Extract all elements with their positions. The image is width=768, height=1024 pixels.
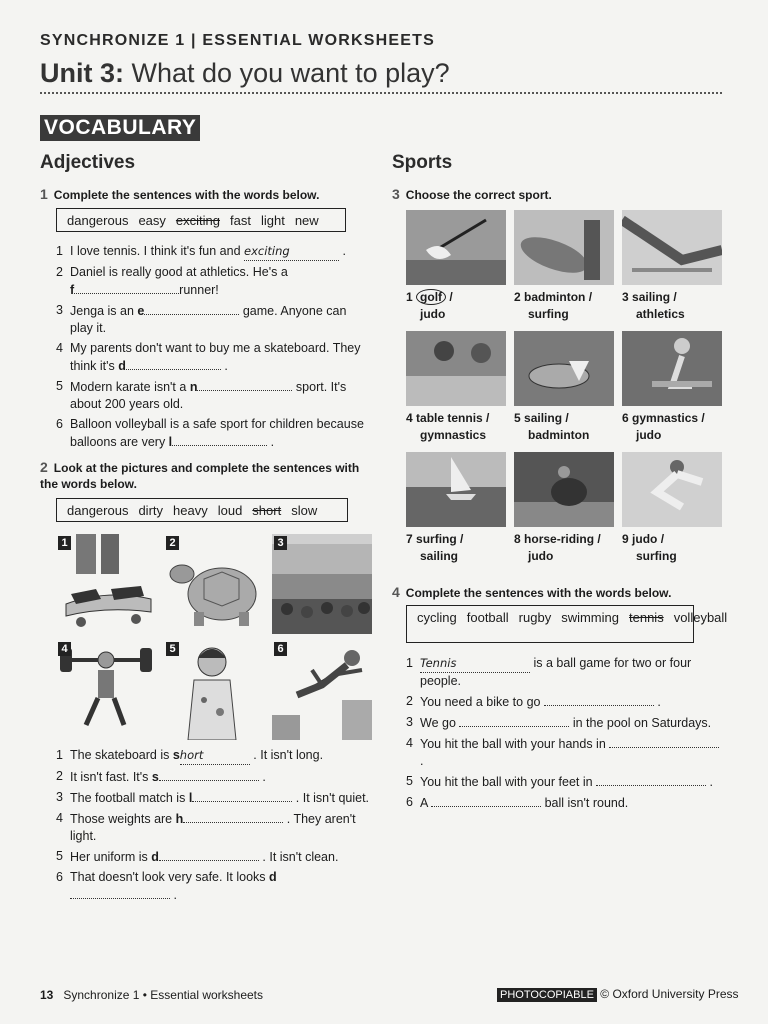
- answer-blank[interactable]: [183, 810, 283, 823]
- sentence-text: Those weights are: [70, 812, 176, 826]
- sport-image: [622, 331, 722, 406]
- footer-left: [40, 988, 263, 1002]
- sentence-text: Her uniform is: [70, 850, 152, 864]
- first-letter: s: [151, 770, 159, 784]
- choice-option-a[interactable]: golf: [416, 289, 446, 305]
- sport-picture-5: [514, 331, 614, 406]
- girl-image: [164, 640, 264, 740]
- sport-picture-4: [406, 331, 506, 406]
- copyright: © Oxford University Press: [600, 987, 739, 1001]
- picture-5-girl-uniform: [164, 640, 264, 740]
- sport-choice-9: 9 judo / surfing: [622, 532, 677, 563]
- ex4-sentences: [406, 655, 726, 815]
- ex1-instruction: 1 Complete the sentences with the words below.: [40, 186, 320, 202]
- sentence-item: [56, 848, 376, 866]
- item-number: 1: [56, 244, 63, 258]
- ex1-word-box: [56, 208, 346, 232]
- item-number: 4: [406, 736, 413, 750]
- choice-option-a[interactable]: table tennis: [416, 411, 483, 425]
- picture-3-stadium: [272, 534, 372, 634]
- word-option: new: [294, 213, 319, 228]
- sport-image: [622, 452, 722, 527]
- sentence-text: .: [339, 244, 346, 258]
- sport-choice-3: 3 sailing / athletics: [622, 290, 685, 321]
- answer-blank[interactable]: [159, 768, 259, 781]
- sentence-item: [56, 264, 371, 299]
- picture-number: 6: [274, 642, 287, 656]
- sentence-text: . They aren't: [283, 812, 356, 826]
- choice-number: 9: [622, 532, 629, 546]
- sentence-text: runner!: [179, 283, 219, 297]
- ex2-instruction: 2 Look at the pictures and complete the sentences with the words below.: [40, 459, 360, 491]
- first-letter: l: [188, 791, 193, 805]
- choice-option-a[interactable]: horse-riding: [524, 532, 595, 546]
- sentence-item: [406, 655, 726, 690]
- jumping-man-image: [272, 640, 372, 740]
- filled-answer: hort: [180, 747, 250, 765]
- first-letter: l: [168, 435, 173, 449]
- ex4-instruction: 4 Complete the sentences with the words below.: [392, 584, 672, 600]
- choice-option-b[interactable]: athletics: [636, 307, 685, 321]
- ex2-sentences: [56, 747, 376, 907]
- choice-option-a[interactable]: surfing: [416, 532, 457, 546]
- skateboard-image: [56, 534, 156, 634]
- photocopiable-badge: PHOTOCOPIABLE: [497, 988, 597, 1002]
- first-letter: d: [151, 850, 159, 864]
- sentence-item: [56, 243, 371, 261]
- sport-choice-8: 8 horse-riding / judo: [514, 532, 601, 563]
- choice-option-b[interactable]: judo: [636, 428, 662, 442]
- answer-blank[interactable]: [431, 794, 541, 807]
- sentence-item: [56, 416, 371, 451]
- answer-blank[interactable]: [596, 773, 706, 786]
- sentence-text: Modern karate isn't a: [70, 380, 190, 394]
- picture-number: 1: [58, 536, 71, 550]
- word-option: light: [260, 213, 285, 228]
- sport-picture-3: [622, 210, 722, 285]
- filled-answer: exciting: [244, 243, 339, 261]
- sentence-item: [406, 693, 726, 711]
- ex2-word-box: [56, 498, 348, 522]
- sentence-text: You hit the ball with your feet in: [420, 775, 597, 789]
- sport-image: [406, 210, 506, 285]
- sentence-text: ball isn't round.: [541, 796, 629, 810]
- choice-option-b[interactable]: surfing: [636, 549, 677, 563]
- sentence-text: .: [706, 775, 713, 789]
- answer-blank[interactable]: [609, 735, 719, 748]
- word-option: dangerous: [67, 503, 129, 518]
- picture-2-tortoise: [164, 534, 264, 634]
- choice-number: 6: [622, 411, 629, 425]
- sentence-text: The football match is: [70, 791, 189, 805]
- answer-blank[interactable]: [197, 378, 292, 391]
- sentence-text: .: [170, 888, 177, 902]
- answer-blank[interactable]: [126, 357, 221, 370]
- sentence-text: We go: [420, 716, 460, 730]
- item-number: 4: [56, 811, 63, 825]
- sentence-text: about 200 years old.: [70, 397, 184, 411]
- answer-blank[interactable]: [74, 281, 179, 294]
- choice-option-a[interactable]: sailing: [632, 290, 671, 304]
- sentence-text: . It isn't quiet.: [292, 791, 370, 805]
- item-number: 6: [406, 795, 413, 809]
- sentence-text: .: [258, 770, 266, 784]
- sentence-text: think it's: [70, 359, 119, 373]
- unit-label: Unit 3:: [40, 58, 124, 88]
- choice-number: 1: [406, 290, 413, 304]
- item-number: 6: [56, 870, 63, 884]
- item-number: 5: [56, 379, 63, 393]
- sentence-item: [56, 810, 376, 845]
- sport-picture-8: [514, 452, 614, 527]
- sport-image: [514, 210, 614, 285]
- sentence-text: . It isn't clean.: [258, 850, 339, 864]
- first-letter: d: [118, 359, 126, 373]
- sentence-item: [56, 302, 371, 337]
- series-title: SYNCHRONIZE 1 | ESSENTIAL WORKSHEETS: [40, 32, 435, 49]
- sentence-item: [406, 773, 726, 791]
- word-option: rugby: [518, 610, 552, 625]
- choice-option-b[interactable]: sailing: [420, 549, 459, 563]
- ex4-word-box: [406, 605, 728, 643]
- item-number: 5: [56, 849, 63, 863]
- answer-blank[interactable]: [70, 886, 170, 899]
- sport-choice-6: 6 gymnastics / judo: [622, 411, 705, 442]
- sentence-text: play it.: [70, 321, 107, 335]
- sentence-item: [406, 735, 726, 770]
- first-letter: f: [70, 283, 75, 297]
- choice-number: 3: [622, 290, 629, 304]
- sentence-text: light.: [70, 829, 97, 843]
- sentence-item: [56, 747, 376, 765]
- choice-option-b[interactable]: judo: [420, 307, 446, 321]
- sentence-text: You hit the ball with your hands in: [420, 737, 610, 751]
- sentence-text: . It isn't long.: [249, 748, 324, 762]
- sentence-text: Jenga is an: [70, 304, 138, 318]
- picture-number: 4: [58, 642, 71, 656]
- sentence-text: game. Anyone can: [239, 304, 347, 318]
- picture-4-weightlifter: [56, 640, 156, 740]
- sentence-item: [56, 869, 376, 904]
- item-number: 2: [56, 769, 63, 783]
- sports-heading: Sports: [392, 152, 453, 173]
- sport-picture-2: [514, 210, 614, 285]
- choice-number: 5: [514, 411, 521, 425]
- first-letter: d: [269, 870, 277, 884]
- sentence-text: balloons are very: [70, 435, 169, 449]
- choice-number: 2: [514, 290, 521, 304]
- sport-choice-1: 1 golf / judo: [406, 290, 453, 321]
- sentence-text: It isn't fast. It's: [70, 770, 152, 784]
- sport-choice-4: 4 table tennis / gymnastics: [406, 411, 490, 442]
- choice-number: 4: [406, 411, 413, 425]
- ex3-instruction: 3 Choose the correct sport.: [392, 186, 552, 202]
- sport-choice-7: 7 surfing / sailing: [406, 532, 464, 563]
- sentence-text: in the pool on Saturdays.: [569, 716, 712, 730]
- adjectives-heading: Adjectives: [40, 152, 136, 173]
- dotted-divider: [40, 92, 722, 94]
- sport-picture-9: [622, 452, 722, 527]
- sentence-text: Daniel is really good at athletics. He's a: [70, 265, 288, 279]
- sentence-text: people.: [420, 674, 462, 688]
- word-option: cycling: [417, 610, 457, 625]
- choice-number: 7: [406, 532, 413, 546]
- word-option: dangerous: [67, 213, 129, 228]
- sentence-text: I love tennis. I think it's fun and: [70, 244, 245, 258]
- sport-picture-1: [406, 210, 506, 285]
- sentence-text: .: [267, 435, 275, 449]
- sentence-text: is a ball game for two or four: [530, 656, 692, 670]
- word-option: dirty: [138, 503, 164, 518]
- sentence-item: [56, 768, 376, 786]
- unit-heading: What do you want to play?: [131, 58, 450, 88]
- sentence-item: [56, 378, 371, 413]
- word-option: loud: [217, 503, 243, 518]
- weightlifter-image: [56, 640, 156, 740]
- choice-option-a[interactable]: badminton: [524, 290, 586, 304]
- word-option: volleyball: [673, 610, 728, 625]
- picture-number: 2: [166, 536, 179, 550]
- item-number: 2: [56, 265, 63, 279]
- answer-blank[interactable]: [159, 848, 259, 861]
- choice-number: 8: [514, 532, 521, 546]
- sport-image: [514, 452, 614, 527]
- choice-option-b[interactable]: surfing: [528, 307, 569, 321]
- unit-title: [40, 58, 450, 89]
- sentence-text: My parents don't want to buy me a skateboard. They: [70, 341, 361, 355]
- item-number: 3: [56, 303, 63, 317]
- first-letter: s: [172, 748, 180, 762]
- vocabulary-tag: VOCABULARY: [40, 115, 200, 141]
- tortoise-image: [164, 534, 264, 634]
- stadium-image: [272, 534, 372, 634]
- picture-6-jumping-man: [272, 640, 372, 740]
- answer-blank[interactable]: [192, 789, 292, 802]
- sport-choice-5: 5 sailing / badminton: [514, 411, 590, 442]
- sport-image: [622, 210, 722, 285]
- word-option: swimming: [561, 610, 619, 625]
- sport-choice-2: 2 badminton / surfing: [514, 290, 593, 321]
- sentence-item: [406, 794, 726, 812]
- picture-number: 3: [274, 536, 287, 550]
- item-number: 1: [56, 748, 63, 762]
- choice-option-a[interactable]: judo: [632, 532, 658, 546]
- item-number: 6: [56, 417, 63, 431]
- first-letter: e: [137, 304, 145, 318]
- sentence-text: Balloon volleyball is a safe sport for children because: [70, 417, 364, 431]
- item-number: 5: [406, 774, 413, 788]
- sentence-text: .: [653, 695, 661, 709]
- word-option: football: [466, 610, 509, 625]
- item-number: 2: [406, 694, 413, 708]
- choice-option-b[interactable]: judo: [528, 549, 554, 563]
- word-option: easy: [138, 213, 166, 228]
- item-number: 1: [406, 656, 413, 670]
- sport-picture-7: [406, 452, 506, 527]
- sport-image: [406, 452, 506, 527]
- word-option: heavy: [173, 503, 208, 518]
- sentence-text: That doesn't look very safe. It looks: [70, 870, 270, 884]
- sentence-item: [56, 789, 376, 807]
- word-option: tennis: [629, 610, 664, 625]
- ex1-sentences: [56, 243, 371, 454]
- answer-blank[interactable]: [144, 302, 239, 315]
- word-option: exciting: [175, 213, 220, 228]
- first-letter: n: [189, 380, 198, 394]
- word-option: fast: [230, 213, 251, 228]
- book-title: Synchronize 1 • Essential worksheets: [63, 988, 264, 1002]
- choice-option-a[interactable]: sailing: [524, 411, 563, 425]
- footer-right: [497, 987, 739, 1001]
- sport-image: [406, 331, 506, 406]
- sentence-text: sport. It's: [292, 380, 347, 394]
- sentence-text: You need a bike to go: [420, 695, 544, 709]
- picture-1-skateboard: [56, 534, 156, 634]
- sentence-text: .: [420, 754, 424, 768]
- word-option: slow: [291, 503, 318, 518]
- first-letter: h: [175, 812, 184, 826]
- page-number: 13: [40, 988, 54, 1002]
- item-number: 3: [406, 715, 413, 729]
- sport-picture-6: [622, 331, 722, 406]
- sentence-text: .: [220, 359, 228, 373]
- item-number: 4: [56, 341, 63, 355]
- sentence-item: [56, 340, 371, 375]
- choice-option-b[interactable]: badminton: [528, 428, 590, 442]
- sport-image: [514, 331, 614, 406]
- sentence-text: The skateboard is: [70, 748, 173, 762]
- answer-blank[interactable]: [172, 433, 267, 446]
- choice-option-a[interactable]: gymnastics: [632, 411, 699, 425]
- sentence-item: [406, 714, 726, 732]
- picture-number: 5: [166, 642, 179, 656]
- choice-option-b[interactable]: gymnastics: [420, 428, 487, 442]
- item-number: 3: [56, 790, 63, 804]
- filled-answer: Tennis: [420, 655, 530, 673]
- sentence-text: A: [420, 796, 432, 810]
- word-option: short: [252, 503, 282, 518]
- answer-blank[interactable]: [459, 714, 569, 727]
- answer-blank[interactable]: [544, 693, 654, 706]
